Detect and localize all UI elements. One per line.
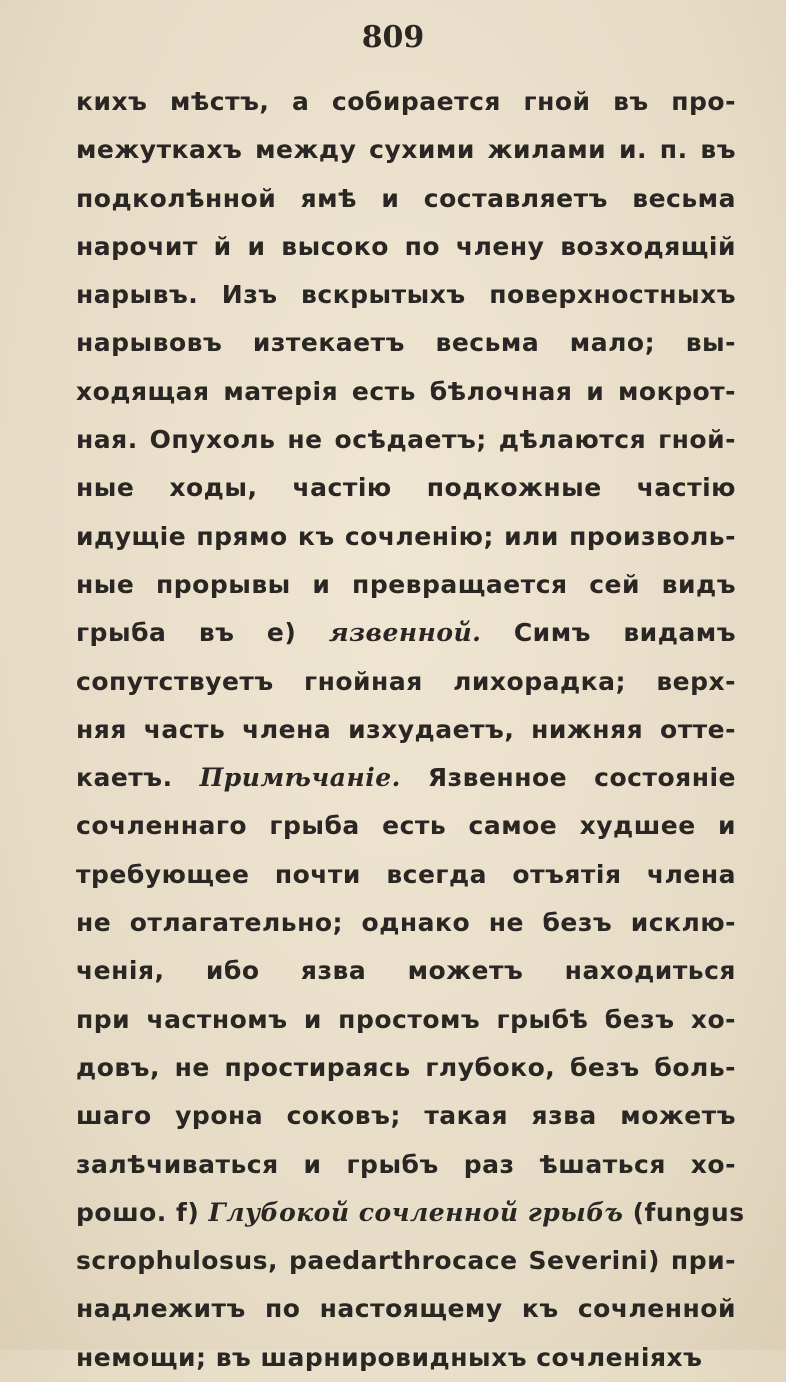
- line-segment: требующее почти всегда отъятія члена: [76, 859, 736, 889]
- line-segment: каетъ.: [76, 763, 200, 793]
- text-line: [76, 1237, 736, 1285]
- line-segment: надлежитъ по настоящему къ сочленной: [76, 1294, 736, 1324]
- text-line: [76, 1285, 736, 1333]
- line-segment: подколѣнной ямѣ и составляетъ весьма: [76, 183, 736, 213]
- text-line: [76, 223, 736, 271]
- line-segment: нарывовъ изтекаетъ весьма мало; вы-: [76, 328, 736, 358]
- line-segment: няя часть члена изхудаетъ, нижняя отте-: [76, 714, 736, 744]
- line-segment: ные прорывы и превращается сей видъ: [76, 569, 736, 599]
- text-line: [76, 1141, 736, 1189]
- body-text: [76, 78, 745, 1382]
- text-line: [76, 1189, 745, 1237]
- text-line: [76, 319, 736, 367]
- text-line: [76, 78, 736, 126]
- text-line: [76, 416, 736, 464]
- text-line: [76, 561, 736, 609]
- line-segment: нарывъ. Изъ вскрытыхъ поверхностныхъ: [76, 280, 736, 310]
- text-line: [76, 947, 736, 995]
- text-line: [76, 609, 736, 657]
- line-segment: кихъ мѣстъ, а собирается гной въ про-: [76, 87, 736, 116]
- text-line: [76, 754, 736, 802]
- text-line: [76, 368, 736, 416]
- line-segment: межуткахъ между сухими жилами и. п. въ: [76, 135, 736, 165]
- line-segment: ная. Опухоль не осѣдаетъ; дѣлаются гной-: [76, 425, 736, 455]
- text-line: [76, 1092, 736, 1140]
- line-segment: идущіе прямо къ сочленію; или произволь-: [76, 521, 736, 551]
- text-line: [76, 996, 736, 1044]
- line-segment: грыба въ е): [76, 618, 329, 648]
- text-line: [76, 706, 736, 754]
- line-segment: ные ходы, частію подкожные частію: [76, 473, 736, 503]
- text-line: [76, 271, 736, 319]
- page-number: 809: [361, 20, 425, 55]
- text-line: [76, 464, 736, 512]
- line-segment: залѣчиваться и грыбъ раз ѣшаться хо-: [76, 1149, 736, 1179]
- line-segment: довъ, не простираясь глубоко, безъ боль-: [76, 1052, 736, 1082]
- italic-term: язвенной.: [328, 618, 482, 648]
- text-line: [76, 851, 736, 899]
- text-line: [76, 899, 736, 947]
- text-line: [76, 658, 736, 706]
- line-segment: (fungus: [623, 1197, 745, 1227]
- line-segment: не отлагательно; однако не безъ исклю-: [76, 908, 736, 938]
- text-line: [76, 1334, 736, 1382]
- line-segment: ченія, ибо язва можетъ находиться: [76, 956, 736, 986]
- line-segment: рошо. f): [76, 1197, 209, 1227]
- line-segment: Язвенное состояніе: [400, 763, 736, 793]
- line-segment: сочленнаго грыба есть самое худшее и: [76, 811, 736, 841]
- text-line: [76, 175, 736, 223]
- italic-term: Примѣчаніе.: [199, 763, 401, 793]
- text-line: [76, 1044, 736, 1092]
- line-segment: при частномъ и простомъ грыбѣ безъ хо-: [76, 1004, 736, 1034]
- line-segment: сопутствуетъ гнойная лихорадка; верх-: [76, 666, 736, 696]
- line-segment: немощи; въ шарнировидныхъ сочленіяхъ: [76, 1342, 703, 1372]
- text-line: [76, 513, 736, 561]
- line-segment: scrophulosus, paedarthrocace Severini) при-: [76, 1246, 736, 1276]
- text-line: [76, 802, 736, 850]
- italic-term: Глубокой сочленной грыбъ: [208, 1197, 624, 1227]
- line-segment: Симъ видамъ: [481, 618, 736, 648]
- line-segment: шаго урона соковъ; такая язва можетъ: [76, 1101, 736, 1131]
- line-segment: нарочит й и высоко по члену возходящій: [76, 231, 736, 261]
- line-segment: ходящая матерія есть бѣлочная и мокрот-: [76, 376, 736, 406]
- text-line: [76, 126, 736, 174]
